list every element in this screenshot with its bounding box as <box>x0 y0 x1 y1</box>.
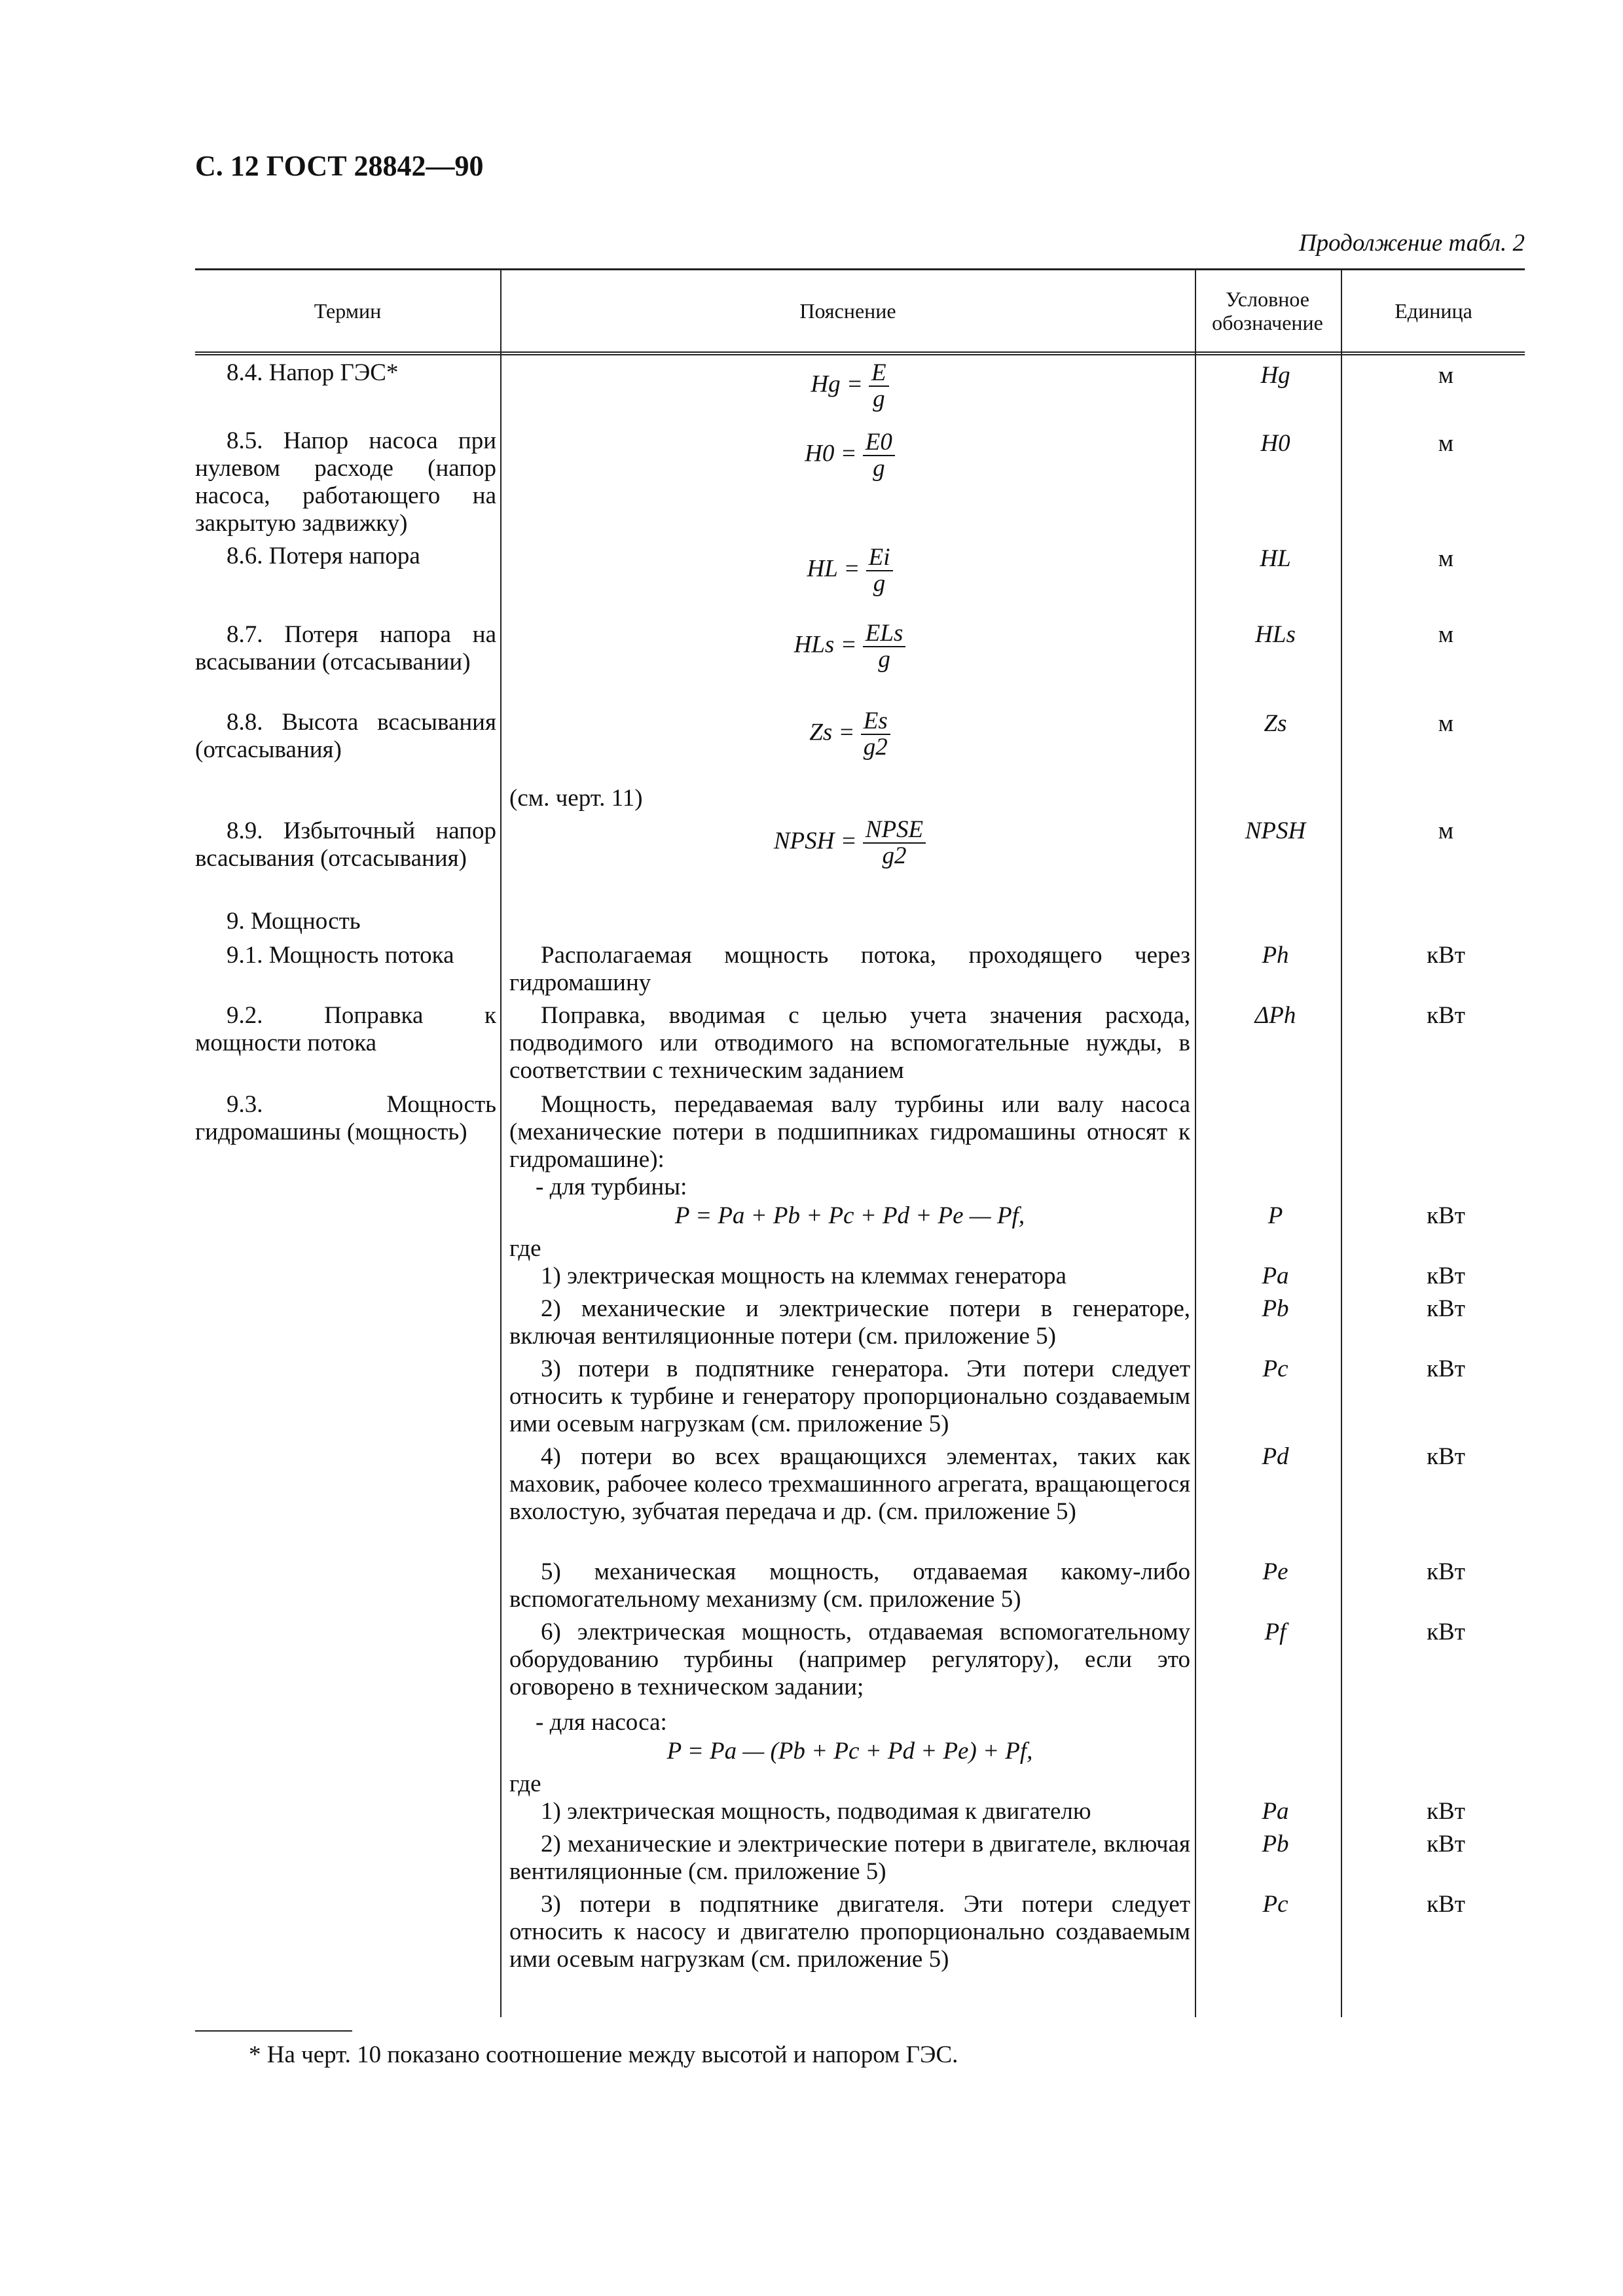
fraction-numerator: E <box>869 361 889 387</box>
table-row <box>195 1443 1525 1558</box>
symbol-cell: Zs <box>1264 710 1287 737</box>
unit-cell: кВт <box>1427 942 1465 969</box>
explanation-cell: 5) механическая мощность, отдаваемая какому-либо вспомогательному механизму (см. приложение 5) <box>509 1558 1190 1613</box>
turbine-label: - для турбины: <box>536 1174 687 1200</box>
table-row <box>195 1831 1525 1891</box>
unit-cell: кВт <box>1427 1202 1465 1229</box>
term-cell: 8.8. Высота всасывания (отсасывания) <box>195 709 496 763</box>
explanation-cell: Мощность, передаваемая валу турбины или валу насоса (механические потери в подшипниках гидромашины относят к гидромашине): <box>509 1091 1190 1173</box>
symbol-cell: Pb <box>1262 1831 1289 1857</box>
pump-label: - для насоса: <box>536 1709 667 1736</box>
table-row <box>195 1709 1525 1738</box>
explanation-cell: 4) потери во всех вращающихся элементах, таких как маховик, рабочее колесо трехмашинного агрегата, вращающегося вхолостую, зубчатая передача и др. (см. приложение 5) <box>509 1443 1190 1525</box>
fraction-numerator: Es <box>861 709 890 735</box>
symbol-cell: Ph <box>1262 942 1289 969</box>
table-row <box>195 1174 1525 1202</box>
symbol-cell: HLs <box>1255 621 1296 648</box>
fraction-numerator: NPSE <box>863 817 926 844</box>
term-cell: 9.3. Мощность гидромашины (мощность) <box>195 1091 496 1145</box>
formula <box>509 361 1190 412</box>
table-row <box>195 1619 1525 1709</box>
term-cell: 9.1. Мощность потока <box>227 942 454 969</box>
table-row <box>195 1263 1525 1295</box>
unit-cell: кВт <box>1427 1002 1465 1029</box>
table-continuation-label: Продолжение табл. 2 <box>1298 230 1525 257</box>
table-row <box>195 621 1525 709</box>
table-row <box>195 1770 1525 1798</box>
explanation-cell: 1) электрическая мощность, подводимая к двигателю <box>541 1798 1091 1825</box>
table-row <box>195 817 1525 908</box>
formula <box>509 621 1190 672</box>
formula <box>509 817 1190 869</box>
unit-cell: кВт <box>1427 1295 1465 1322</box>
term-cell: 8.5. Напор насоса при нулевом расходе (напор насоса, работающего на закрытую задвижку) <box>195 427 496 537</box>
table-row <box>195 1235 1525 1263</box>
formula-lhs: Hg = <box>811 370 863 398</box>
table-row <box>195 543 1525 621</box>
table-row <box>195 427 1525 543</box>
unit-cell: м <box>1438 710 1454 737</box>
symbol-cell: ΔPh <box>1254 1002 1296 1029</box>
symbol-cell: P <box>1267 1202 1283 1229</box>
fraction-denominator: g <box>873 386 885 412</box>
explanation-cell: 3) потери в подпятнике двигателя. Эти потери следует относить к насосу и двигателю пропорционально создаваемым ими осевым нагрузкам (см. приложение 5) <box>509 1891 1190 1973</box>
symbol-cell: Pb <box>1262 1295 1289 1322</box>
unit-cell: кВт <box>1427 1263 1465 1289</box>
column-header-term: Термин <box>314 299 382 323</box>
fraction-numerator: ELs <box>863 621 906 647</box>
unit-cell: кВт <box>1427 1619 1465 1645</box>
symbol-cell: Pd <box>1262 1443 1289 1470</box>
symbol-cell: NPSH <box>1245 817 1306 844</box>
unit-cell: кВт <box>1427 1443 1465 1470</box>
table-row <box>195 1295 1525 1355</box>
symbol-cell: Pe <box>1262 1558 1288 1585</box>
footnote-separator <box>195 2030 352 2032</box>
terms-table <box>195 268 1525 1979</box>
formula-lhs: HLs = <box>793 631 857 658</box>
fraction <box>866 545 893 596</box>
explanation-cell: 1) электрическая мощность на клеммах генератора <box>541 1263 1067 1289</box>
unit-cell: м <box>1438 362 1454 389</box>
formula <box>509 709 1190 760</box>
table-row <box>195 1355 1525 1443</box>
formula-lhs: HL = <box>807 555 860 583</box>
where-label: где <box>509 1770 541 1797</box>
footnote: * На черт. 10 показано соотношение между высотой и напором ГЭС. <box>249 2041 958 2068</box>
table-row <box>195 355 1525 427</box>
table-header <box>195 268 1525 355</box>
table-row <box>195 1558 1525 1619</box>
column-header-unit: Единица <box>1395 299 1472 323</box>
fraction-numerator: E0 <box>863 430 895 456</box>
symbol-cell: Pa <box>1262 1263 1289 1289</box>
table-row <box>195 1002 1525 1091</box>
term-cell: 8.4. Напор ГЭС* <box>227 359 399 386</box>
table-row <box>195 908 1525 942</box>
explanation-cell: 2) механические и электрические потери в двигателе, включая вентиляционные (см. приложение 5) <box>509 1831 1190 1885</box>
unit-cell: кВт <box>1427 1798 1465 1825</box>
table-row <box>195 1798 1525 1831</box>
unit-cell: кВт <box>1427 1891 1465 1918</box>
table-row <box>195 1891 1525 1979</box>
symbol-cell: Pc <box>1262 1355 1288 1382</box>
fraction-denominator: g <box>878 646 890 673</box>
explanation-cell: 2) механические и электрические потери в генераторе, включая вентиляционные потери (см. приложение 5) <box>509 1295 1190 1350</box>
pump-formula: P = Pa — (Pb + Pc + Pd + Pe) + Pf, <box>666 1738 1033 1765</box>
unit-cell: кВт <box>1427 1355 1465 1382</box>
turbine-formula: P = Pa + Pb + Pc + Pd + Pe — Pf, <box>674 1202 1025 1229</box>
drawing-reference: (см. черт. 11) <box>509 785 643 812</box>
table-row <box>195 1738 1525 1770</box>
formula-lhs: H0 = <box>805 440 857 467</box>
fraction <box>863 621 906 672</box>
term-cell: 8.6. Потеря напора <box>227 543 420 569</box>
fraction <box>863 817 926 869</box>
formula-lhs: Zs = <box>809 719 855 746</box>
explanation-cell: Располагаемая мощность потока, проходящего через гидромашину <box>509 942 1190 996</box>
symbol-cell: Pa <box>1262 1798 1289 1825</box>
fraction-denominator: g2 <box>882 842 907 869</box>
fraction <box>869 361 889 412</box>
unit-cell: кВт <box>1427 1558 1465 1585</box>
explanation-cell: Поправка, вводимая с целью учета значения расхода, подводимого или отводимого на вспомогательные нужды, в соответствии с техническим заданием <box>509 1002 1190 1084</box>
unit-cell: м <box>1438 817 1454 844</box>
table-row <box>195 709 1525 817</box>
fraction-denominator: g2 <box>863 734 888 761</box>
unit-cell: м <box>1438 545 1454 572</box>
explanation-cell: 3) потери в подпятнике генератора. Эти потери следует относить к турбине и генератору пропорционально создаваемым ими осевым нагрузкам (см. приложение 5) <box>509 1355 1190 1437</box>
where-label: где <box>509 1235 541 1262</box>
page-header: С. 12 ГОСТ 28842—90 <box>195 150 484 182</box>
symbol-cell: Pc <box>1262 1891 1288 1918</box>
fraction-denominator: g <box>873 570 886 597</box>
symbol-cell: Hg <box>1260 362 1290 389</box>
table-row <box>195 942 1525 1002</box>
fraction <box>861 709 890 760</box>
symbol-cell: HL <box>1260 545 1291 572</box>
formula <box>509 545 1190 596</box>
unit-cell: м <box>1438 621 1454 648</box>
symbol-cell: Pf <box>1264 1619 1286 1645</box>
table-row <box>195 1202 1525 1235</box>
fraction-denominator: g <box>873 455 885 482</box>
symbol-cell: H0 <box>1260 430 1290 457</box>
fraction-numerator: Ei <box>866 545 893 571</box>
unit-cell: кВт <box>1427 1831 1465 1857</box>
term-cell: 9.2. Поправка к мощности потока <box>195 1002 496 1056</box>
term-cell: 8.9. Избыточный напор всасывания (отсасывания) <box>195 817 496 872</box>
column-header-symbol: Условное обозначение <box>1212 287 1323 334</box>
column-header-explanation: Пояснение <box>799 299 896 323</box>
unit-cell: м <box>1438 430 1454 457</box>
formula <box>509 430 1190 481</box>
table-row <box>195 1091 1525 1174</box>
term-cell: 8.7. Потеря напора на всасывании (отсасывании) <box>195 621 496 675</box>
explanation-cell: 6) электрическая мощность, отдаваемая вспомогательному оборудованию турбины (например регулятору), если это оговорено в техническом задании; <box>509 1619 1190 1700</box>
fraction <box>863 430 895 481</box>
section-term-cell: 9. Мощность <box>227 908 361 935</box>
formula-lhs: NPSH = <box>773 827 857 855</box>
